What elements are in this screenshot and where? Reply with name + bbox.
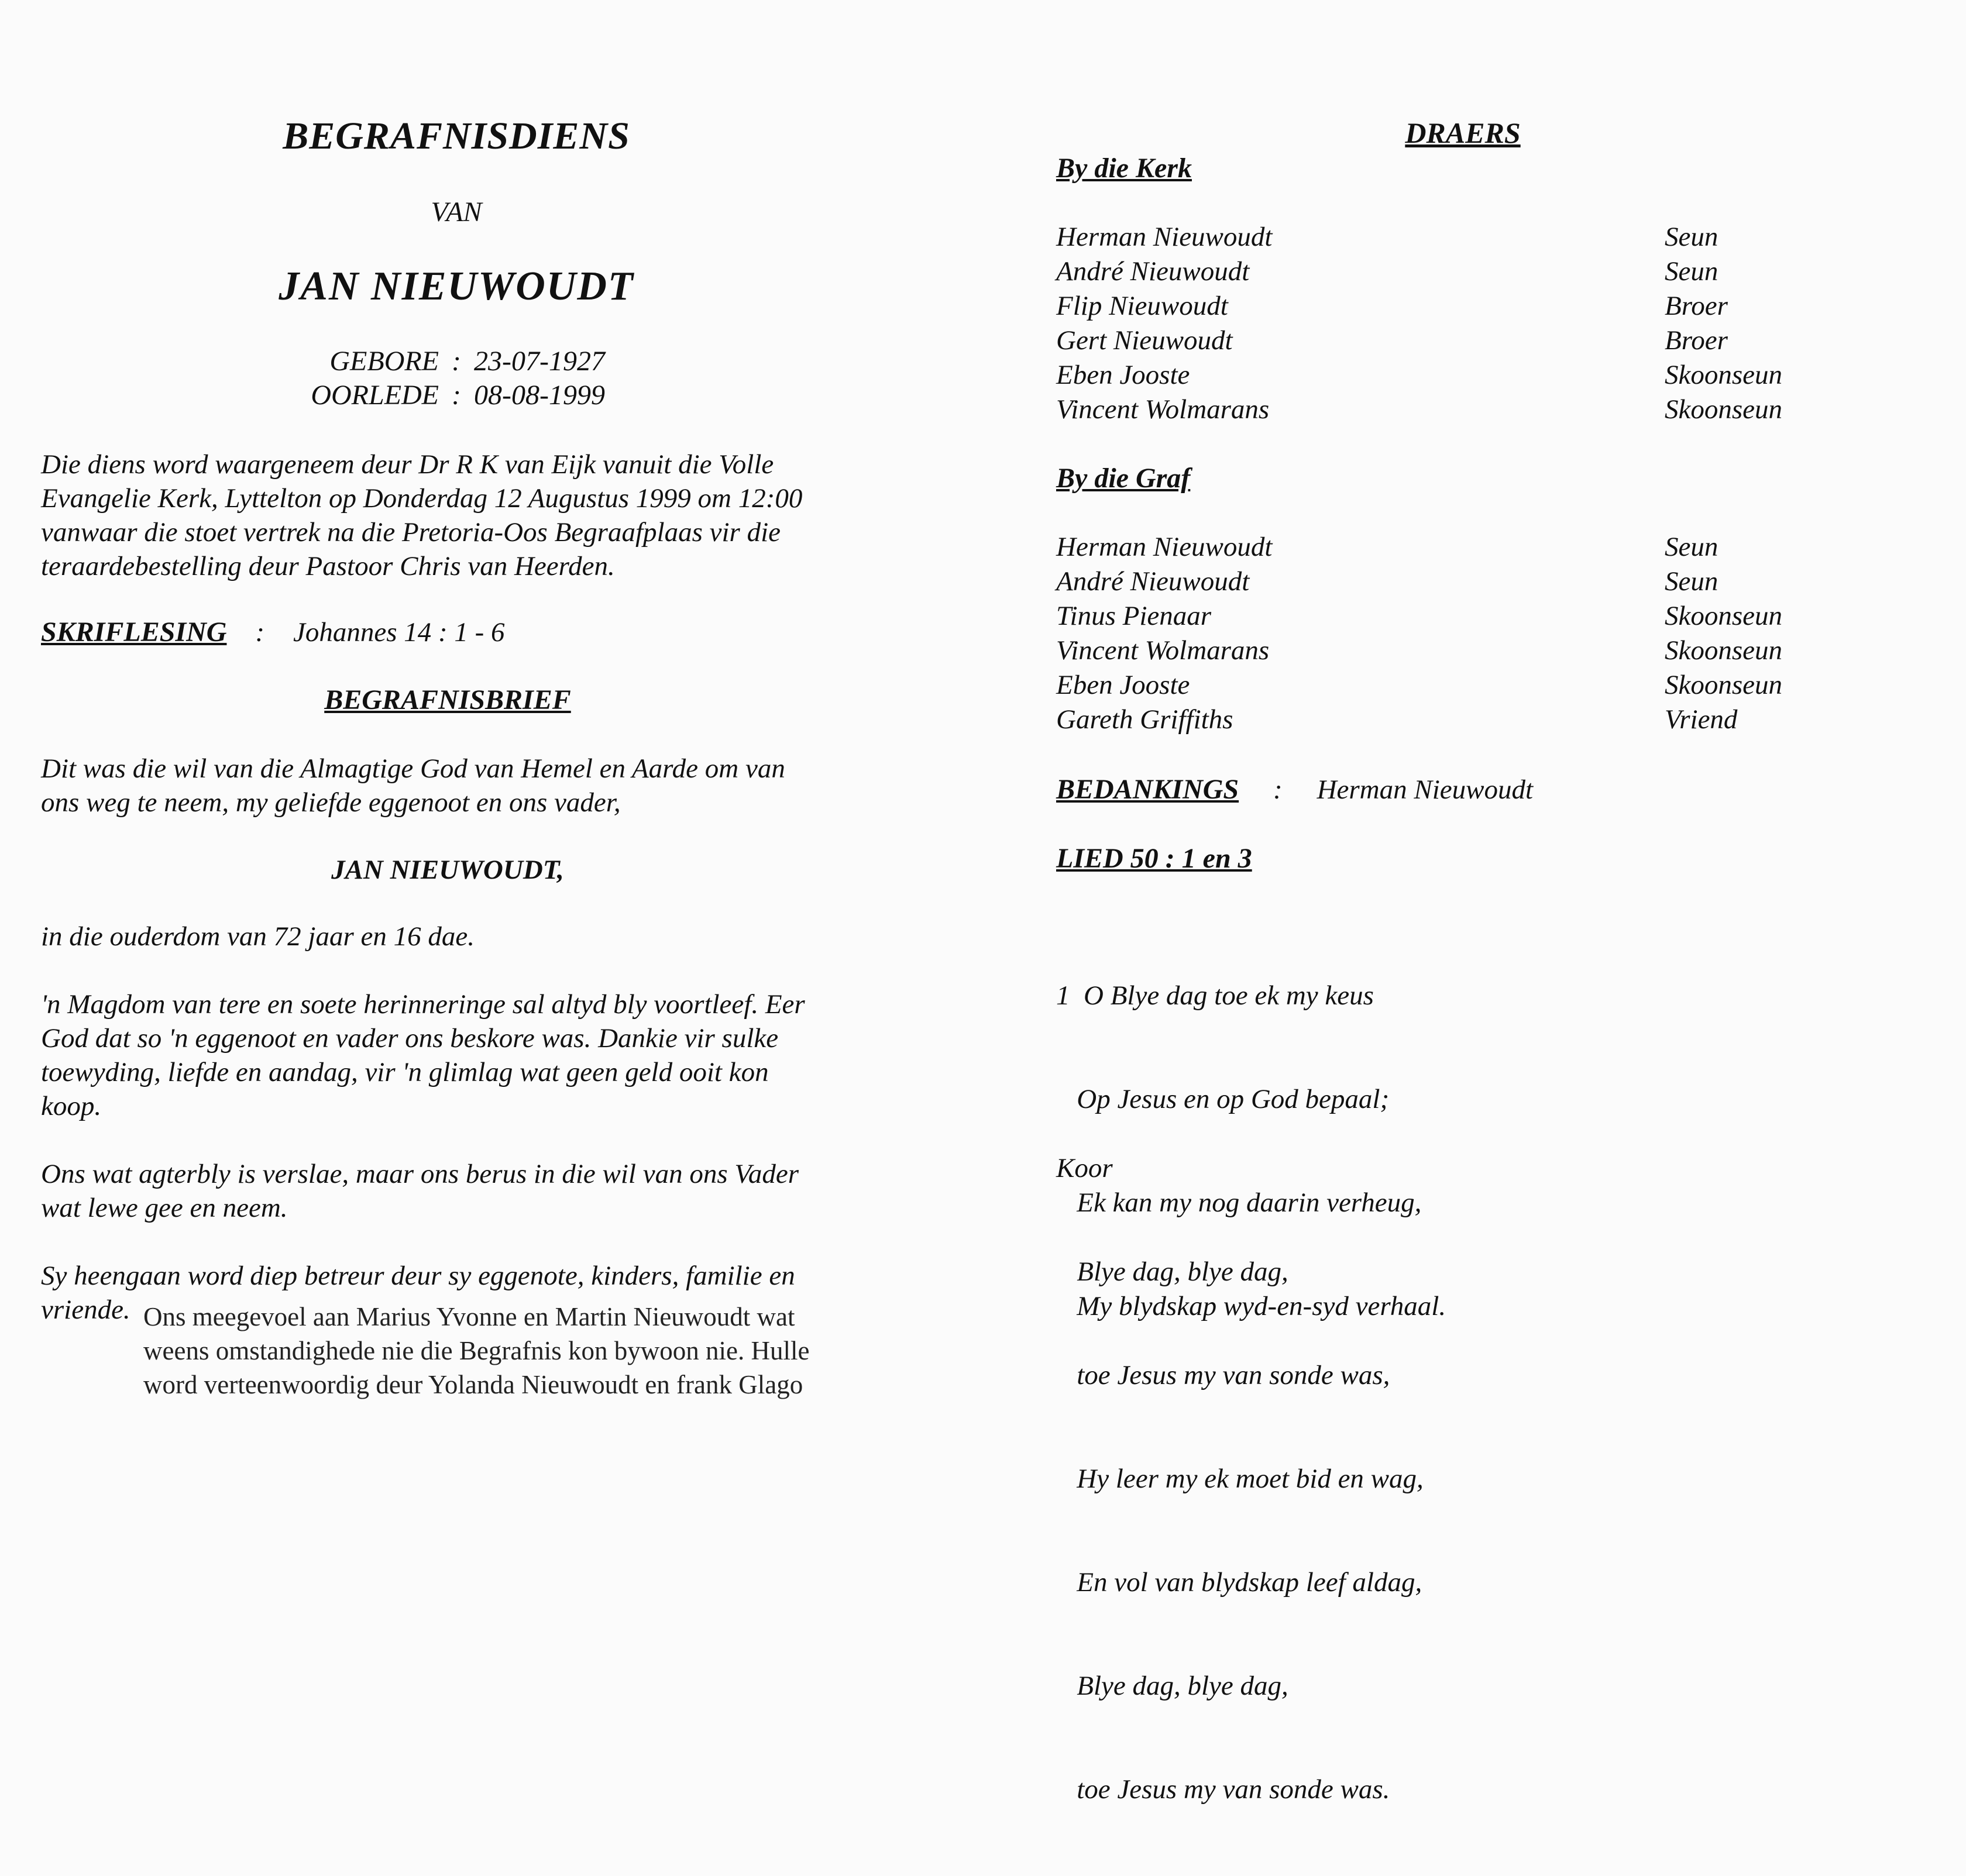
letter-line: wat lewe gee en neem.: [41, 1193, 288, 1223]
grave-heading-wrap: [1056, 462, 1190, 494]
service-line: vanwaar die stoet vertrek na die Pretoria-Oos Begraafplaas vir die: [41, 517, 781, 548]
bearer-relation: Seun: [1665, 566, 1718, 597]
verse-line: My blydskap wyd-en-syd verhaal.: [1056, 1291, 1446, 1321]
bearer-name: Tinus Pienaar: [1056, 601, 1212, 631]
church-bearers-list: [1056, 221, 1922, 428]
church-heading: By die Kerk: [1056, 153, 1192, 184]
letter-line: vriende.: [41, 1295, 130, 1325]
song-heading: LIED 50 : 1 en 3: [1056, 843, 1252, 874]
died-label: OORLEDE: [311, 380, 439, 411]
bearer-relation: Seun: [1665, 222, 1718, 252]
scripture-reading: [41, 615, 854, 649]
bearer-relation: Broer: [1665, 325, 1728, 356]
scripture-sep: :: [255, 617, 265, 648]
sympathy-note: [143, 1300, 875, 1402]
scripture-value: Johannes 14 : 1 - 6: [293, 617, 505, 648]
bearer-row: [1056, 531, 1922, 566]
born-sep: :: [452, 346, 461, 377]
bearer-relation: Skoonseun: [1665, 635, 1783, 666]
van-label: VAN: [431, 197, 482, 228]
grave-heading: By die Graf: [1056, 463, 1191, 494]
verse-line: 1 O Blye dag toe ek my keus: [1056, 980, 1374, 1011]
bearer-row: [1056, 325, 1922, 359]
letter-heading: BEGRAFNISBRIEF: [324, 684, 571, 715]
bearer-relation: Vriend: [1665, 704, 1738, 735]
bearer-name: Vincent Wolmarans: [1056, 394, 1270, 425]
bearer-relation: Skoonseun: [1665, 670, 1783, 700]
chorus-label: Koor: [1056, 1153, 1113, 1183]
born-row: [287, 345, 605, 379]
letter-line: Dit was die wil van die Almagtige God van Hemel en Aarde om van: [41, 753, 785, 784]
letter-line: koop.: [41, 1091, 102, 1121]
bearer-name: Herman Nieuwoudt: [1056, 532, 1273, 562]
deceased-name: JAN NIEUWOUDT: [279, 264, 634, 309]
song-heading-wrap: [1056, 842, 1252, 875]
bearer-relation: Skoonseun: [1665, 360, 1783, 390]
song-chorus: [1056, 1082, 1424, 1876]
letter-paragraph-2: [41, 987, 854, 1123]
bearer-name: Flip Nieuwoudt: [1056, 291, 1228, 321]
bearer-relation: Seun: [1665, 256, 1718, 287]
bearer-row: [1056, 600, 1922, 635]
died-sep: :: [452, 380, 461, 411]
bearer-row: [1056, 394, 1922, 428]
bearer-relation: Skoonseun: [1665, 394, 1783, 425]
programme-title: BEGRAFNISDIENS: [283, 115, 630, 157]
letter-paragraph-1: [41, 752, 854, 820]
bearer-row: [1056, 704, 1922, 738]
thanks-row: [1056, 773, 1533, 806]
service-paragraph: [41, 448, 854, 583]
letter-age: in die ouderdom van 72 jaar en 16 dae.: [41, 921, 475, 952]
chorus-line: toe Jesus my van sonde was.: [1056, 1774, 1390, 1805]
thanks-value: Herman Nieuwoudt: [1317, 775, 1534, 805]
bearers-title-wrap: [1056, 116, 1869, 150]
bearer-relation: Skoonseun: [1665, 601, 1783, 631]
bearer-name: Gareth Griffiths: [1056, 704, 1233, 735]
bearer-row: [1056, 669, 1922, 704]
thanks-sep: :: [1273, 775, 1283, 805]
born-value: 23-07-1927: [474, 346, 605, 377]
note-line: weens omstandighede nie die Begrafnis kon bywoon nie. Hulle: [143, 1336, 810, 1365]
grave-bearers-list: [1056, 531, 1922, 738]
note-line: word verteenwoordig deur Yolanda Nieuwoudt en frank Glago: [143, 1370, 803, 1399]
bearers-title: DRAERS: [1405, 116, 1521, 149]
verse-line: Op Jesus en op God bepaal;: [1056, 1084, 1390, 1114]
verse-line: Ek kan my nog daarin verheug,: [1056, 1187, 1422, 1218]
bearer-relation: Seun: [1665, 532, 1718, 562]
letter-line: God dat so 'n eggenoot en vader ons beskore was. Dankie vir sulke: [41, 1023, 779, 1054]
bearer-row: [1056, 359, 1922, 394]
bearer-name: Eben Jooste: [1056, 360, 1190, 390]
note-line: Ons meegevoel aan Marius Yvonne en Martin Nieuwoudt wat: [143, 1302, 795, 1331]
letter-line: toewyding, liefde en aandag, vir 'n glimlag wat geen geld ooit kon: [41, 1057, 769, 1087]
bearer-name: Vincent Wolmarans: [1056, 635, 1270, 666]
chorus-line: Blye dag, blye dag,: [1056, 1671, 1288, 1701]
born-label: GEBORE: [329, 346, 439, 377]
service-line: Die diens word waargeneem deur Dr R K van Eijk vanuit die Volle: [41, 449, 774, 480]
letter-name: JAN NIEUWOUDT,: [331, 855, 564, 885]
letter-heading-wrap: [41, 683, 854, 717]
bearer-name: Gert Nieuwoudt: [1056, 325, 1233, 356]
bearer-name: Herman Nieuwoudt: [1056, 222, 1273, 252]
died-row: [287, 379, 605, 413]
chorus-line: Hy leer my ek moet bid en wag,: [1056, 1464, 1424, 1494]
bearer-row: [1056, 635, 1922, 669]
life-dates: [287, 345, 605, 413]
letter-line: ons weg te neem, my geliefde eggenoot en ons vader,: [41, 787, 621, 818]
church-heading-wrap: [1056, 152, 1192, 184]
bearer-name: André Nieuwoudt: [1056, 566, 1250, 597]
died-value: 08-08-1999: [474, 380, 605, 411]
service-line: teraardebestelling deur Pastoor Chris van Heerden.: [41, 551, 615, 581]
letter-line: Ons wat agterbly is verslae, maar ons berus in die wil van ons Vader: [41, 1159, 799, 1189]
scripture-label: SKRIFLESING: [41, 617, 227, 648]
chorus-line: Blye dag, blye dag,: [1056, 1257, 1288, 1287]
letter-paragraph-3: [41, 1157, 854, 1225]
bearer-row: [1056, 290, 1922, 325]
chorus-line: En vol van blydskap leef aldag,: [1056, 1567, 1422, 1598]
bearer-name: André Nieuwoudt: [1056, 256, 1250, 287]
letter-line: Sy heengaan word diep betreur deur sy eggenote, kinders, familie en: [41, 1261, 795, 1291]
bearer-row: [1056, 566, 1922, 600]
chorus-line: toe Jesus my van sonde was,: [1056, 1360, 1390, 1390]
service-line: Evangelie Kerk, Lyttelton op Donderdag 12 Augustus 1999 om 12:00: [41, 483, 803, 514]
thanks-label: BEDANKINGS: [1056, 774, 1239, 805]
letter-line: 'n Magdom van tere en soete herinneringe sal altyd bly voortleef. Eer: [41, 989, 805, 1020]
bearer-relation: Broer: [1665, 291, 1728, 321]
bearer-row: [1056, 221, 1922, 256]
bearer-name: Eben Jooste: [1056, 670, 1190, 700]
bearer-row: [1056, 256, 1922, 290]
